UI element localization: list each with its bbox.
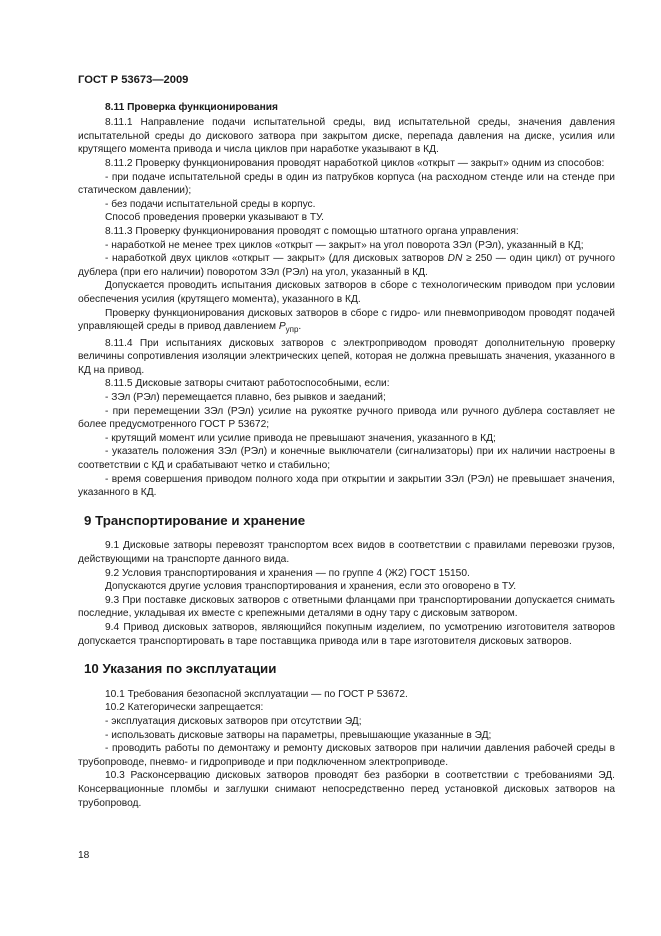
paragraph-8-11-5: 8.11.5 Дисковые затворы считают работоспособными, если: [105,378,390,390]
standard-header: ГОСТ Р 53673—2009 [78,74,189,86]
paragraph-9-3: 9.3 При поставке дисковых затворов с ответными фланцами при транспортировании допускается снимать последние, укладывая их вместе с крепежными деталями в одну тару с дисковым затвором. [78,594,615,620]
paragraph-note: Способ проведения проверки указывают в ТУ. [105,212,325,224]
list-item: - без подачи испытательной среды в корпус. [105,198,316,210]
list-item: - ЗЭл (РЭл) перемещается плавно, без рывков и заеданий; [105,392,386,404]
paragraph-text: Проверку функционирования дисковых затворов в сборе с гидро- или пневмоприводом проводят подачей управляющей среды в привод давлением [78,307,615,333]
paragraph-9-4: 9.4 Привод дисковых затворов, являющийся покупным изделием, по усмотрению изготовителя затворов допускается транспортировать в таре поставщика привода или в таре изготовителя дисковых затворов. [78,621,615,647]
section-8-11-title: 8.11 Проверка функционирования [105,101,278,113]
paragraph-10-2: 10.2 Категорически запрещается: [105,702,264,714]
list-item: - при подаче испытательной среды в один из патрубков корпуса (на расходном стенде или на стенде при статическом давлении); [78,171,615,197]
list-item: - время совершения приводом полного хода при открытии и закрытии ЗЭл (РЭл) не превышает значения, указанного в КД. [78,473,615,499]
list-item: - крутящий момент или усилие привода не превышают значения, указанного в КД; [105,432,496,444]
list-item: - указатель положения ЗЭл (РЭл) и конечные выключатели (сигнализаторы) при их наличии настроены в соответствии с КД и срабатывают четко и стабильно; [78,446,615,472]
paragraph-8-11-1: 8.11.1 Направление подачи испытательной среды, вид испытательной среды, значения давления испытательной среды до дискового затвора при закрытом диске, перепада давления на диске, усилия или крутящего момента привода и числа циклов при наработке указывают в КД. [78,117,615,156]
list-item-text: - наработкой двух циклов «открыт — закрыт» (для дисковых затворов [105,253,448,265]
dn-symbol: DN [447,253,463,265]
list-item: - проводить работы по демонтажу и ремонту дисковых затворов при наличии давления рабочей среды в трубопроводе, пневмо- и гидроприводе и при подключенном электроприводе. [78,743,615,768]
list-item-text: ≥ 250 — один цикл) от ручного дублера (при его наличии) поворотом ЗЭл (РЭл) на угол, указанный в КД. [78,253,615,278]
paragraph-note: Допускается проводить испытания дисковых затворов в сборе с технологическим приводом при условии обеспечения усилия (крутящего момента), указанного в КД. [78,280,615,305]
paragraph-note: Допускаются другие условия транспортирования и хранения, если это оговорено в ТУ. [105,581,517,593]
paragraph-8-11-4: 8.11.4 При испытаниях дисковых затворов с электроприводом проводят дополнительную проверку величины сопротивления изоляции электрических цепей, которая не должна превышать значения, указанного в КД на привод. [78,337,615,376]
list-item: - наработкой не менее трех циклов «открыт — закрыт» на угол поворота ЗЭл (РЭл), указанный в КД; [105,239,584,251]
section-10-title: 10 Указания по эксплуатации [84,661,277,677]
paragraph-10-1: 10.1 Требования безопасной эксплуатации — по ГОСТ Р 53672. [105,688,408,700]
paragraph-10-3: 10.3 Расконсервацию дисковых затворов проводят без разборки в соответствии с требованиями ЭД. Консервационные пломбы и заглушки снимают непосредственно перед установкой дисковых затворов на трубопровод. [78,770,615,809]
pressure-symbol: P [278,321,286,333]
paragraph-8-11-3: 8.11.3 Проверку функционирования проводят с помощью штатного органа управления: [105,225,519,237]
section-9-title: 9 Транспортирование и хранение [84,512,306,528]
paragraph-note [78,307,615,337]
paragraph-text: . [298,321,302,333]
paragraph-9-1: 9.1 Дисковые затворы перевозят транспортом всех видов в соответствии с правилами перевозки грузов, действующими на транспорте данного вида. [78,540,615,565]
list-item: - эксплуатация дисковых затворов при отсутствии ЭД; [105,715,362,727]
list-item: - использовать дисковые затворы на параметры, превышающие указанные в ЭД; [105,729,492,741]
pressure-subscript: упр [285,325,299,335]
list-item: - при перемещении ЗЭл (РЭл) усилие на рукоятке ручного привода или ручного дублера составляет не более предусмотренного ГОСТ Р 53672; [78,405,615,431]
paragraph-9-2: 9.2 Условия транспортирования и хранения — по группе 4 (Ж2) ГОСТ 15150. [105,567,470,579]
page-number: 18 [78,850,90,861]
paragraph-8-11-2: 8.11.2 Проверку функционирования проводят наработкой циклов «открыт — закрыт» одним из способов: [105,157,605,169]
list-item [78,252,615,279]
